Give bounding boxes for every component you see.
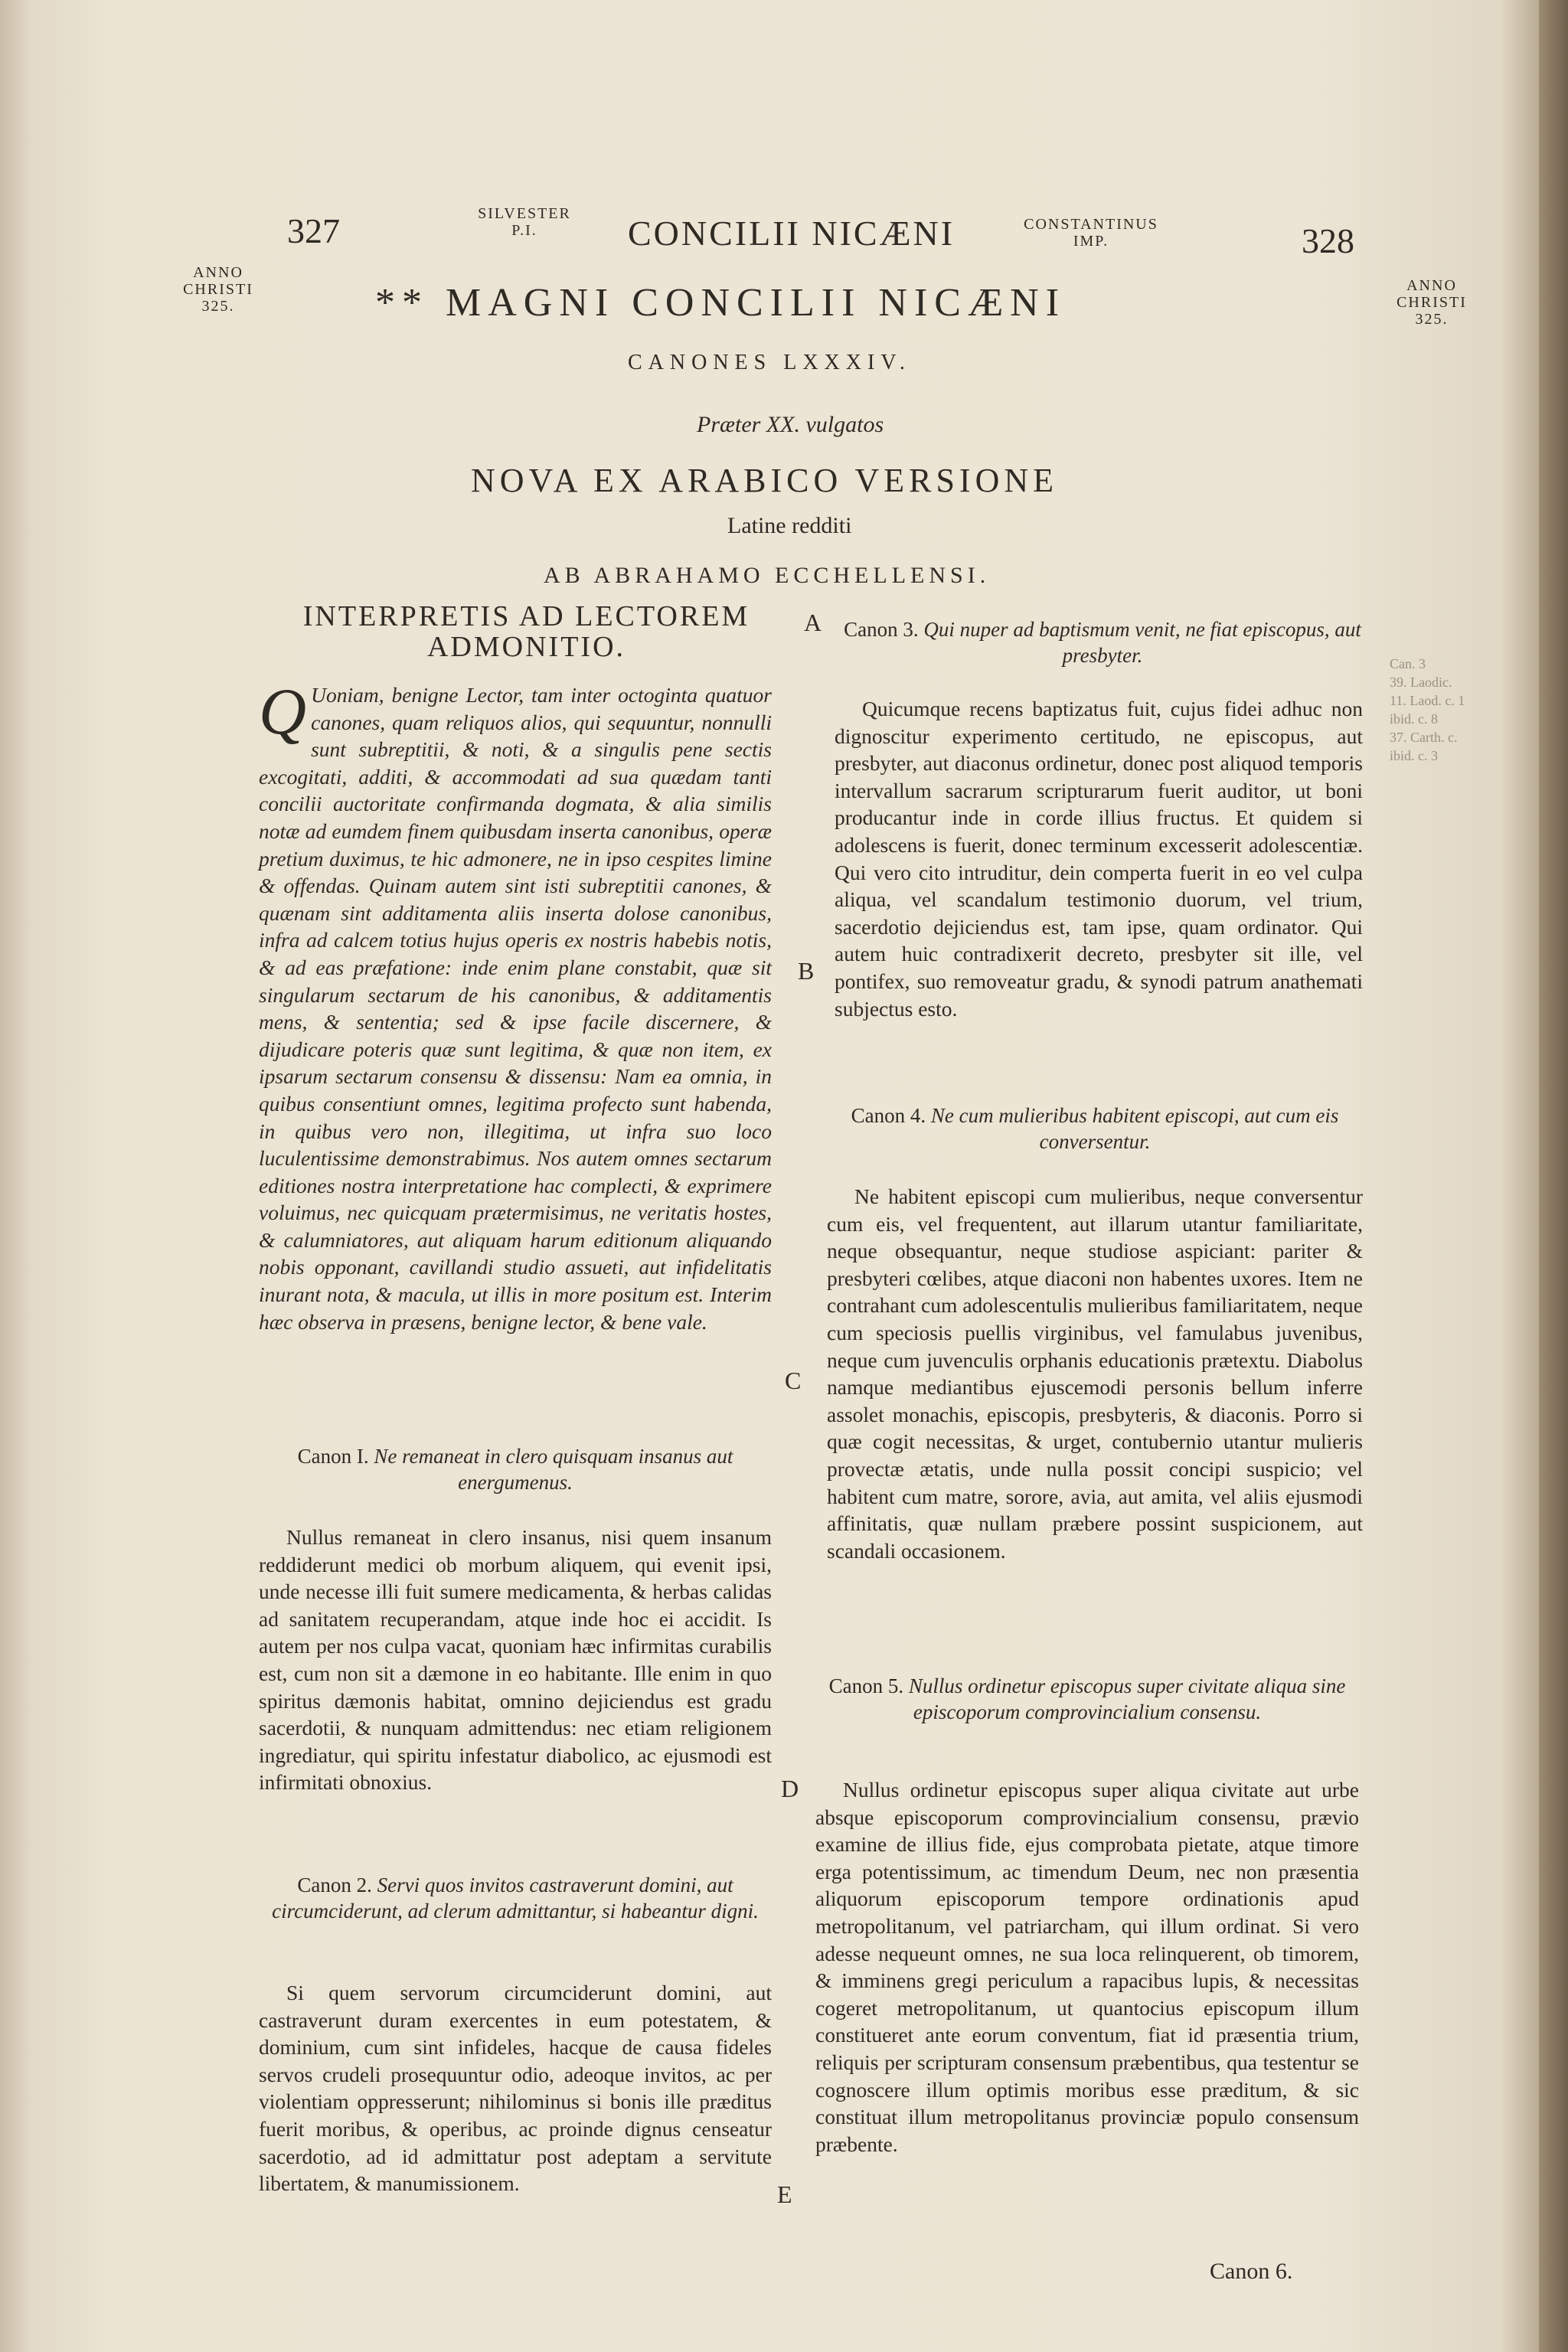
- admonitio-paragraph: [259, 675, 772, 1335]
- section-letter-e: E: [777, 2180, 792, 2208]
- canon-4-heading: [827, 1102, 1363, 1155]
- canon-5-heading: [815, 1673, 1359, 1725]
- canon-1-heading: [259, 1443, 772, 1495]
- admonitio-text: Uoniam, benigne Lector, tam inter octoginta quatuor canones, quam reliquos alios, qui sequuntur, nonnulli sunt subreptitii, & noti, & a singulis pene sectis excogitati, additi, & accommodati ad sua quædam tanti concilii auctoritate confirmanda dogmata, & alia similis notæ ad eumdem finem quibusdam inserta canonibus, operæ pretium duximus, te hic admonere, ne in ipso cespites limine & offendas. Quinam autem sint isti subreptitii canones, & quænam sint additamenta aliis inserta dolose canonibus, infra ad calcem totius hujus operis ex nostris habebis notis, & ad eas præfatione: inde enim plane constabit, quæ sit singularum sectarum de his canonibus, & additamentis mens, & sententia; sed & ipse facile discernere, & dijudicare poteris quæ sunt legitima, & quæ non item, ex ipsarum sectarum consensu & dissensu: Nam ea omnia, in quibus consentiunt omnes, legitima profecto sunt habenda, in quibus vero non, illegitima, ut infra suo loco luculentissime demonstrabimus. Nos autem omnes sectarum editiones nostra interpretatione hac complecti, & exprimere voluimus, nec quicquam prætermisimus, ne veritatis hostes, & calumniatores, aut aliquam harum editionum aliquando nobis opponant, cavillandi studio assueti, aut infidelitatis inurant nota, & macula, ut illis in more positum est. Interim hæc observa in præsens, benigne lector, & bene vale.: [259, 683, 772, 1334]
- canon-5-text: Nullus ordinetur episcopus super aliqua civitate aut urbe absque episcoporum comprovincialium consensu, prævio examine de illius fide, ejus comprobata pietate, atque timore erga potentissimum, ac timendum Deum, nec non præsentia aliquorum episcoporum tempore ordinationis apud metropolitanum, vel patriarcham, qui illum ordinat. Si vero adesse nequeunt omnes, ne sua loca relinquerent, ob timorem, & imminens gregi periculum a rapacibus lupis, & necessitas cogeret metropolitanum, ut quantocius episcopum illum constitueret ante eorum conventum, fiat id præsentia trium, reliquis per scripturam consensum præbentibus, qua testentur se cognoscere illum optimis moribus esse præditum, & sic constituat illum metropolitanus provinciæ populo consensum præbente.: [815, 1778, 1359, 2156]
- admonitio-heading: INTERPRETIS AD LECTOREM ADMONITIO.: [302, 600, 750, 663]
- section-letter-d: D: [781, 1775, 799, 1802]
- running-head-left: SILVESTER P.I.: [478, 205, 571, 239]
- catchword: Canon 6.: [1210, 2259, 1293, 2284]
- title-translator: AB ABRAHAMO ECCHELLENSI.: [544, 563, 991, 588]
- title-versione: NOVA EX ARABICO VERSIONE: [471, 462, 1059, 499]
- canon-1-text: Nullus remaneat in clero insanus, nisi quem insanum reddiderunt medici ob morbum aliquem, qui evenit ipsi, unde necesse illi fuit sumere medicamenta, & herbas calidas ad sanitatem recuperandam, atque inde hoc ei accidit. Is autem per nos culpa vacat, quoniam hæc infirmitas curabilis est, cum non sit a dæmone in eo habitante. Ille enim in quo spiritus dæmonis habitat, omnino dejiciendus est gradu sacerdotii, & nunquam admittendus: nec etiam religionem ingrediatur, qui spiritu infestatur diabolico, ac ejusmodi est infirmitati obnoxius.: [259, 1525, 772, 1795]
- page-number-right: 328: [1302, 221, 1354, 260]
- margin-year-right: ANNO CHRISTI 325.: [1396, 277, 1467, 328]
- section-letter-a: A: [804, 609, 822, 636]
- canon-4-title: Ne cum mulieribus habitent episcopi, aut cum eis conversentur.: [930, 1104, 1339, 1153]
- canon-3-heading: [838, 616, 1367, 668]
- side-notes: Can. 3 39. Laodic. 11. Laod. c. 1 ibid. c. 8 37. Carth. c. ibid. c. 3: [1390, 656, 1465, 763]
- title-praeter: Præter XX. vulgatos: [697, 412, 884, 437]
- margin-year-left: ANNO CHRISTI 325.: [183, 264, 253, 315]
- canon-4-label: Canon 4.: [851, 1104, 926, 1127]
- canon-1-label: Canon I.: [297, 1445, 369, 1468]
- canon-3-label: Canon 3.: [844, 618, 919, 641]
- page-number-left: 327: [287, 211, 340, 250]
- canon-3-text: Quicumque recens baptizatus fuit, cujus fidei adhuc non dignoscitur experimento certitudo, ne episcopus, aut presbyter, aut diaconus ordinetur, donec post aliquod temporis intervallum sacrarum scripturarum fuerit auditor, ut boni producantur inde in corde illius fructus. Et quidem si adolescens is fuerit, donec terminum excesserit adolescentiæ. Qui vero cito intruditur, dein comperta fuerit in eo vel culpa aliqua, vel scandalum testimonio duorum, vel trium, sacerdotio dejiciendus est, tam ipse, quam ordinator. Qui autem huic contradixerit decreto, presbyter sit ille, vel pontifex, suo removeatur gradu, & synodi patrum anathemati subjectus esto.: [835, 697, 1363, 1021]
- section-letter-b: B: [798, 957, 815, 985]
- canon-5-label: Canon 5.: [828, 1674, 904, 1697]
- canon-4-text: Ne habitent episcopi cum mulieribus, neque conversentur cum eis, vel frequentent, aut illarum utantur familiaritate, neque obsequantur, neque studiose aspiciant: pariter & presbyteri cœlibes, atque diaconi non habentes uxores. Item ne contrahant cum adolescentulis mulieribus familiaritatem, neque cum speciosis puellis virginibus, vel famulabus juvenibus, neque cum juvenculis orphanis educationis prætextu. Diabolus namque mediantibus ejuscemodi personis bellum inferre assolet monachis, episcopis, presbyteris, & diaconis. Porro si quæ cogit necessitas, & urget, contubernio utantur mulieris provectæ ætatis, unde nulla possit concipi suspicio; vel habitent cum matre, sorore, avia, aut amita, vel aliis ejusmodi affinitatis, quæ nullam præbere possint suspicionem, aut scandali occasionem.: [827, 1184, 1363, 1563]
- canon-2-label: Canon 2.: [297, 1873, 372, 1896]
- canon-2-heading: [259, 1872, 772, 1924]
- canon-2-text: Si quem servorum circumciderunt domini, aut castraverunt duram exercentes in eum potestatem, & dominium, cum sint infideles, hacque de causa fideles servos crudeli prosequuntur odio, adeoque invitos, ac per violentiam oppresserunt; nihilominus si bonis ille præditus fuerit moribus, & operibus, ac proinde dignus censeatur sacerdotio, ad id admittatur post adeptam a servitute libertatem, & manumissionem.: [259, 1981, 772, 2196]
- drop-cap: Q: [259, 675, 307, 748]
- running-head-center: CONCILII NICÆNI: [628, 214, 956, 253]
- running-head-right: CONSTANTINUS IMP.: [1024, 216, 1158, 250]
- title-main: ** MAGNI CONCILII NICÆNI: [375, 281, 1067, 325]
- page-edge: [1539, 0, 1568, 2352]
- canon-2-title: Servi quos invitos castraverunt domini, aut circumciderunt, ad clerum admittantur, si habeantur digni.: [272, 1873, 759, 1922]
- title-latine: Latine redditi: [727, 513, 852, 538]
- title-canones: CANONES LXXXIV.: [628, 351, 911, 374]
- canon-5-title: Nullus ordinetur episcopus super civitate aliqua sine episcoporum comprovincialium consensu.: [908, 1674, 1346, 1723]
- section-letter-c: C: [785, 1367, 802, 1394]
- canon-3-title: Qui nuper ad baptismum venit, ne fiat episcopus, aut presbyter.: [923, 618, 1361, 667]
- canon-1-title: Ne remaneat in clero quisquam insanus aut energumenus.: [374, 1445, 733, 1494]
